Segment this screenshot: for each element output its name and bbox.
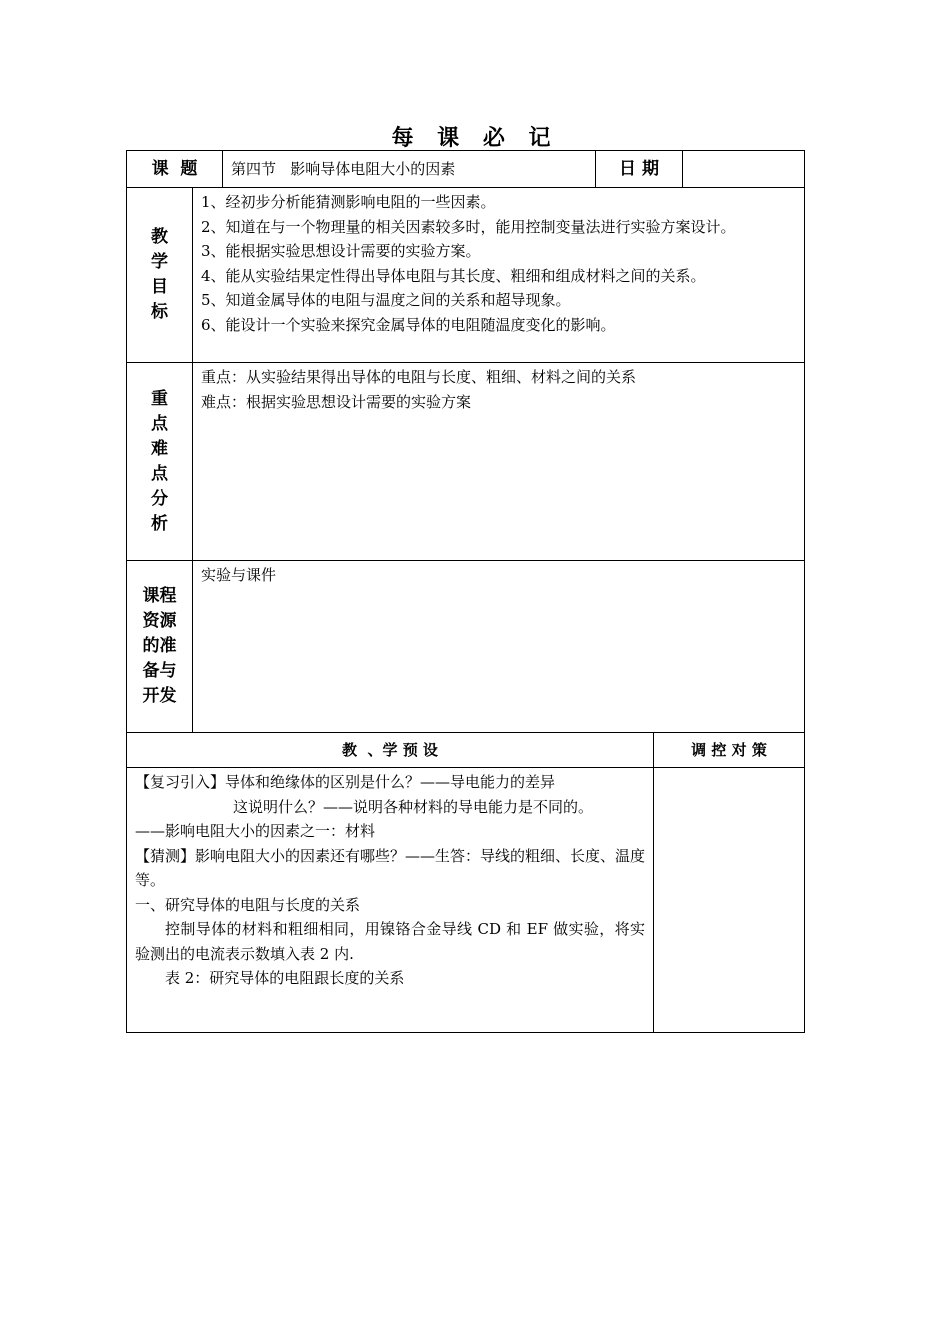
- topic-row: [127, 151, 805, 188]
- plan-right-header: 调 控 对 策: [654, 733, 805, 768]
- objectives-row: [127, 188, 805, 363]
- plan-content-row: [127, 768, 805, 1033]
- plan-content: [127, 768, 654, 1033]
- resources-row: [127, 561, 805, 733]
- label-char: 难: [151, 438, 168, 459]
- objective-item: 2、知道在与一个物理量的相关因素较多时，能用控制变量法进行实验方案设计。: [201, 217, 736, 236]
- plan-left-header: 教 、学 预 设: [127, 733, 654, 768]
- label-char: 的准: [142, 636, 177, 656]
- plan-line: 【复习引入】导体和绝缘体的区别是什么？——导电能力的差异: [135, 773, 556, 791]
- key-points-content: [193, 363, 805, 561]
- resources-label: [127, 561, 193, 733]
- label-char: 析: [151, 513, 168, 534]
- key-point-item: 难点：根据实验思想设计需要的实验方案: [201, 392, 472, 411]
- lesson-info-table: [126, 150, 805, 733]
- label-char: 分: [151, 488, 168, 509]
- objective-item: 1、经初步分析能猜测影响电阻的一些因素。: [201, 193, 496, 211]
- label-char: 教: [151, 227, 168, 247]
- label-char: 备与: [142, 661, 177, 681]
- key-point-item: 重点：从实验结果得出导体的电阻与长度、粗细、材料之间的关系: [201, 368, 637, 386]
- teaching-plan-table: [126, 732, 805, 1033]
- label-char: 资源: [142, 611, 177, 631]
- topic-value: [223, 151, 596, 188]
- topic-label: 课 题: [127, 151, 223, 188]
- label-char: 重: [151, 388, 168, 409]
- plan-header-row: [127, 733, 805, 768]
- date-label: 日 期: [596, 151, 683, 188]
- plan-line: ——影响电阻大小的因素之一：材料: [135, 822, 376, 840]
- objectives-label: [127, 188, 193, 363]
- topic-text: 第四节 影响导体电阻大小的因素: [231, 159, 456, 178]
- objective-item: 5、知道金属导体的电阻与温度之间的关系和超导现象。: [201, 291, 571, 309]
- page-title: 每 课 必 记: [391, 126, 559, 151]
- date-value: [683, 151, 805, 188]
- resources-content: [193, 561, 805, 733]
- plan-line: 控制导体的材料和粗细相同，用镍铬合金导线 CD 和 EF 做实验，将实验测出的电流表示数填入表 2 内.: [135, 920, 645, 963]
- key-points-label: [127, 363, 193, 561]
- objective-item: 3、能根据实验思想设计需要的实验方案。: [201, 242, 481, 260]
- plan-right-content: [654, 768, 805, 1033]
- label-char: 学: [151, 252, 168, 272]
- plan-line: 表 2：研究导体的电阻跟长度的关系: [165, 969, 405, 987]
- label-char: 点: [151, 413, 168, 434]
- objective-item: 6、能设计一个实验来探究金属导体的电阻随温度变化的影响。: [201, 315, 616, 334]
- label-char: 课程: [142, 586, 177, 606]
- plan-line: 这说明什么？——说明各种材料的导电能力是不同的。: [233, 797, 594, 816]
- objectives-content: [193, 188, 805, 363]
- key-points-row: [127, 363, 805, 561]
- label-char: 开发: [142, 686, 177, 706]
- label-char: 标: [151, 302, 168, 322]
- label-char: 点: [151, 463, 168, 484]
- resource-item: 实验与课件: [201, 566, 277, 584]
- objective-item: 4、能从实验结果定性得出导体电阻与其长度、粗细和组成材料之间的关系。: [201, 266, 706, 285]
- plan-line: 【猜测】影响电阻大小的因素还有哪些？——生答：导线的粗细、长度、温度等。: [135, 846, 646, 889]
- label-char: 目: [151, 277, 168, 297]
- plan-line: 一、研究导体的电阻与长度的关系: [135, 895, 361, 914]
